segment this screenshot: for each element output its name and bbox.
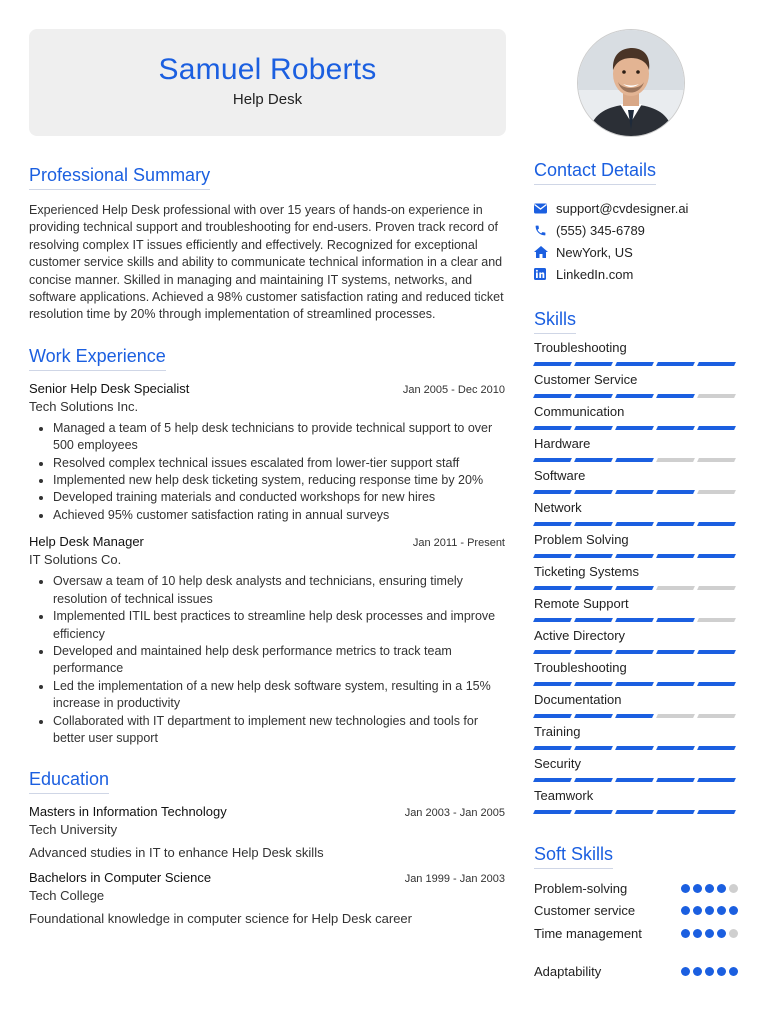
skill-level-segment-filled [615, 458, 654, 462]
soft-skills-heading: Soft Skills [534, 844, 613, 869]
job-company: IT Solutions Co. [29, 552, 122, 568]
skill-level-bar [534, 362, 738, 366]
skill-level-segment-filled [656, 778, 695, 782]
degree-description: Foundational knowledge in computer science for Help Desk career [29, 911, 412, 927]
skill-item [534, 788, 738, 814]
skill-level-bar [534, 394, 738, 398]
skill-level-segment-filled [615, 522, 654, 526]
education-entry [29, 804, 505, 860]
skill-level-segment-filled [656, 426, 695, 430]
skill-level-segment-filled [574, 586, 613, 590]
skill-level-segment-empty [656, 714, 695, 718]
job-dates: Jan 2005 - Dec 2010 [402, 383, 505, 396]
skill-level-segment-filled [533, 554, 572, 558]
header-box [29, 29, 506, 136]
skill-item [534, 660, 738, 686]
skill-level-segment-filled [697, 746, 736, 750]
degree-title: Masters in Information Technology [29, 804, 227, 820]
rating-dot-filled [681, 929, 690, 938]
skill-item [534, 564, 738, 590]
skill-name: Hardware [534, 436, 591, 451]
skill-item [534, 756, 738, 782]
skill-level-bar [534, 586, 738, 590]
soft-skill-item [534, 900, 738, 923]
skill-level-segment-filled [533, 490, 572, 494]
profile-photo-illustration [578, 30, 684, 136]
job-bullet: • Collaborated with IT department to implement new technologies and tools for better user support [53, 713, 505, 748]
soft-skill-item [534, 877, 738, 900]
skill-level-bar [534, 490, 738, 494]
skill-level-segment-empty [697, 490, 736, 494]
job-title: Senior Help Desk Specialist [29, 380, 190, 396]
skill-level-segment-filled [574, 778, 613, 782]
skill-level-bar [534, 458, 738, 462]
skill-level-bar [534, 522, 738, 526]
experience-heading: Work Experience [29, 346, 166, 371]
skill-level-segment-filled [574, 522, 613, 526]
skill-name: Security [534, 756, 581, 771]
rating-dot-filled [681, 967, 690, 976]
rating-dot-filled [717, 884, 726, 893]
home-icon [534, 246, 556, 258]
skill-item [534, 404, 738, 430]
skill-name: Ticketing Systems [534, 564, 639, 579]
job-entry [29, 534, 505, 747]
skill-level-segment-filled [533, 458, 572, 462]
skill-name: Problem Solving [534, 532, 629, 547]
skill-item [534, 468, 738, 494]
skill-level-segment-filled [656, 554, 695, 558]
skill-level-segment-filled [533, 618, 572, 622]
skill-level-segment-filled [615, 586, 654, 590]
skill-item [534, 500, 738, 526]
skill-level-segment-filled [697, 426, 736, 430]
skill-level-bar [534, 778, 738, 782]
skill-name: Network [534, 500, 582, 515]
soft-skill-name: Time management [534, 925, 642, 941]
skill-level-segment-filled [697, 650, 736, 654]
skill-level-segment-filled [656, 394, 695, 398]
linkedin-icon [534, 268, 556, 280]
candidate-name: Samuel Roberts [158, 53, 377, 86]
skill-level-segment-filled [656, 490, 695, 494]
skill-level-segment-filled [533, 426, 572, 430]
soft-skill-item [534, 922, 738, 945]
skill-level-segment-filled [574, 362, 613, 366]
skill-level-segment-filled [656, 650, 695, 654]
skill-level-segment-filled [574, 426, 613, 430]
skill-level-segment-filled [615, 778, 654, 782]
skill-level-segment-filled [533, 362, 572, 366]
skill-level-segment-filled [533, 682, 572, 686]
skill-level-bar [534, 618, 738, 622]
skill-name: Customer Service [534, 372, 638, 387]
job-bullet: • Led the implementation of a new help desk software system, resulting in a 15% increase in productivity [53, 678, 505, 713]
skill-level-bar [534, 426, 738, 430]
soft-skill-item [534, 961, 738, 984]
skill-name: Active Directory [534, 628, 626, 643]
degree-dates: Jan 1999 - Jan 2003 [404, 873, 505, 886]
skill-name: Teamwork [534, 788, 594, 803]
skill-level-segment-filled [697, 554, 736, 558]
contact-location-text: NewYork, US [556, 244, 633, 260]
soft-skill-name: Adaptability [534, 964, 602, 980]
skill-level-segment-filled [533, 522, 572, 526]
skill-level-segment-filled [533, 586, 572, 590]
skill-level-segment-filled [574, 650, 613, 654]
rating-dot-filled [705, 929, 714, 938]
skill-level-segment-filled [615, 618, 654, 622]
job-title: Help Desk Manager [29, 534, 144, 550]
rating-dot-filled [693, 967, 702, 976]
skill-level-segment-filled [615, 362, 654, 366]
rating-dot-filled [681, 906, 690, 915]
skill-level-bar [534, 746, 738, 750]
contact-phone-text: (555) 345-6789 [556, 222, 645, 238]
skill-level-segment-filled [615, 714, 654, 718]
job-bullets [29, 420, 505, 524]
skill-item [534, 436, 738, 462]
job-bullets [29, 573, 505, 747]
job-bullet: • Implemented new help desk ticketing system, reducing response time by 20% [53, 472, 505, 489]
skill-level-segment-filled [656, 746, 695, 750]
rating-dot-filled [729, 906, 738, 915]
rating-dot-filled [729, 967, 738, 976]
skill-level-segment-filled [533, 394, 572, 398]
skill-level-segment-filled [574, 458, 613, 462]
rating-dot-filled [681, 884, 690, 893]
contact-list [534, 197, 738, 285]
contact-heading: Contact Details [534, 160, 656, 185]
soft-skill-rating [681, 906, 738, 915]
skill-level-segment-filled [615, 810, 654, 814]
skill-level-segment-filled [615, 490, 654, 494]
degree-title: Bachelors in Computer Science [29, 870, 212, 886]
skill-item [534, 372, 738, 398]
soft-skills-list [534, 877, 738, 983]
contact-location [534, 241, 738, 263]
skill-level-segment-empty [697, 618, 736, 622]
skill-level-segment-filled [574, 714, 613, 718]
skill-level-segment-filled [697, 362, 736, 366]
soft-skill-rating [681, 967, 738, 976]
job-company: Tech Solutions Inc. [29, 398, 139, 414]
skill-name: Troubleshooting [534, 660, 627, 675]
skill-level-segment-filled [615, 554, 654, 558]
soft-skill-name: Problem-solving [534, 880, 628, 896]
skill-level-segment-filled [533, 778, 572, 782]
skill-level-bar [534, 682, 738, 686]
left-column [29, 165, 505, 926]
skill-item [534, 532, 738, 558]
skill-name: Remote Support [534, 596, 629, 611]
job-bullet: • Achieved 95% customer satisfaction rating in annual surveys [53, 507, 505, 524]
rating-dot-filled [705, 906, 714, 915]
envelope-icon [534, 203, 556, 214]
soft-skill-rating [681, 929, 738, 938]
rating-dot-filled [705, 967, 714, 976]
rating-dot-filled [693, 929, 702, 938]
skill-level-segment-filled [533, 746, 572, 750]
rating-dot-filled [717, 967, 726, 976]
skill-item [534, 596, 738, 622]
skill-level-segment-filled [574, 746, 613, 750]
skill-level-segment-empty [697, 458, 736, 462]
school-name: Tech College [29, 888, 105, 904]
phone-icon [534, 224, 556, 237]
contact-email[interactable] [534, 197, 738, 219]
skill-level-segment-empty [697, 586, 736, 590]
school-name: Tech University [29, 822, 118, 838]
skill-level-segment-filled [615, 394, 654, 398]
job-bullet: • Implemented ITIL best practices to streamline help desk processes and improve efficiency [53, 608, 505, 643]
skill-item [534, 692, 738, 718]
skill-level-segment-filled [533, 650, 572, 654]
skill-level-segment-filled [574, 490, 613, 494]
job-bullet: • Managed a team of 5 help desk technicians to provide technical support to over 500 employees [53, 420, 505, 455]
skill-name: Training [534, 724, 581, 739]
rating-dot-filled [705, 884, 714, 893]
job-bullet: • Developed training materials and conducted workshops for new hires [53, 489, 505, 506]
job-bullet: • Oversaw a team of 10 help desk analysts and technicians, ensuring timely resolution of technical issues [53, 573, 505, 608]
summary-text: Experienced Help Desk professional with over 15 years of hands-on experience in providing technical support and troubleshooting for end-users. Proven track record of resolving complex IT issues efficiently and effectively. Recognized for exceptional customer service skills and ability to communicate technical information in a clear and concise manner. Skilled in managing and maintaining IT systems, networks, and software applications. Achieved a 98% customer satisfaction rating and reduced ticket resolution time by 20% through implementation of streamlined processes. [29, 203, 504, 322]
skill-name: Troubleshooting [534, 340, 627, 355]
skill-name: Communication [534, 404, 625, 419]
skill-level-segment-filled [656, 522, 695, 526]
contact-email-text: support@cvdesigner.ai [556, 200, 689, 216]
rating-dot-filled [717, 929, 726, 938]
rating-dot-empty [729, 884, 738, 893]
skill-level-segment-empty [697, 714, 736, 718]
skill-level-bar [534, 714, 738, 718]
soft-skill-name: Customer service [534, 903, 636, 919]
rating-dot-empty [729, 929, 738, 938]
skill-level-segment-filled [533, 714, 572, 718]
skill-level-segment-empty [656, 458, 695, 462]
job-bullet: • Developed and maintained help desk performance metrics to track team performance [53, 643, 505, 678]
skill-level-segment-filled [574, 618, 613, 622]
candidate-role: Help Desk [232, 91, 303, 108]
skill-level-segment-filled [656, 810, 695, 814]
skill-level-segment-filled [697, 778, 736, 782]
degree-description: Advanced studies in IT to enhance Help Desk skills [29, 845, 324, 861]
contact-linkedin[interactable] [534, 263, 738, 285]
education-entry [29, 870, 505, 926]
job-dates: Jan 2011 - Present [412, 537, 505, 550]
contact-linkedin-text: LinkedIn.com [556, 266, 634, 282]
contact-phone[interactable] [534, 219, 738, 241]
skill-level-segment-filled [615, 682, 654, 686]
skill-item [534, 340, 738, 366]
skill-level-segment-filled [697, 682, 736, 686]
skill-level-segment-filled [697, 522, 736, 526]
right-column [534, 160, 738, 983]
summary-heading: Professional Summary [29, 165, 210, 190]
education-heading: Education [29, 769, 109, 794]
skill-item [534, 724, 738, 750]
skill-level-segment-filled [533, 810, 572, 814]
skills-list [534, 340, 738, 814]
degree-dates: Jan 2003 - Jan 2005 [404, 807, 505, 820]
skill-level-segment-filled [697, 810, 736, 814]
skill-item [534, 628, 738, 654]
rating-dot-filled [717, 906, 726, 915]
skill-level-segment-filled [574, 810, 613, 814]
skill-level-segment-filled [615, 426, 654, 430]
job-entry [29, 381, 505, 524]
rating-dot-filled [693, 884, 702, 893]
skills-heading: Skills [534, 309, 576, 334]
skill-level-segment-empty [656, 586, 695, 590]
skill-level-bar [534, 810, 738, 814]
skill-name: Software [534, 468, 586, 483]
skill-level-segment-filled [574, 394, 613, 398]
skill-level-segment-filled [615, 746, 654, 750]
skill-level-segment-filled [656, 618, 695, 622]
skill-level-segment-filled [656, 362, 695, 366]
job-bullet: • Resolved complex technical issues escalated from lower-tier support staff [53, 455, 505, 472]
skill-level-segment-filled [615, 650, 654, 654]
skill-name: Documentation [534, 692, 622, 707]
skill-level-bar [534, 554, 738, 558]
skill-level-segment-filled [656, 682, 695, 686]
profile-photo [577, 29, 685, 137]
soft-skill-rating [681, 884, 738, 893]
skill-level-segment-filled [574, 682, 613, 686]
skill-level-bar [534, 650, 738, 654]
skill-level-segment-empty [697, 394, 736, 398]
skill-level-segment-filled [574, 554, 613, 558]
rating-dot-filled [693, 906, 702, 915]
